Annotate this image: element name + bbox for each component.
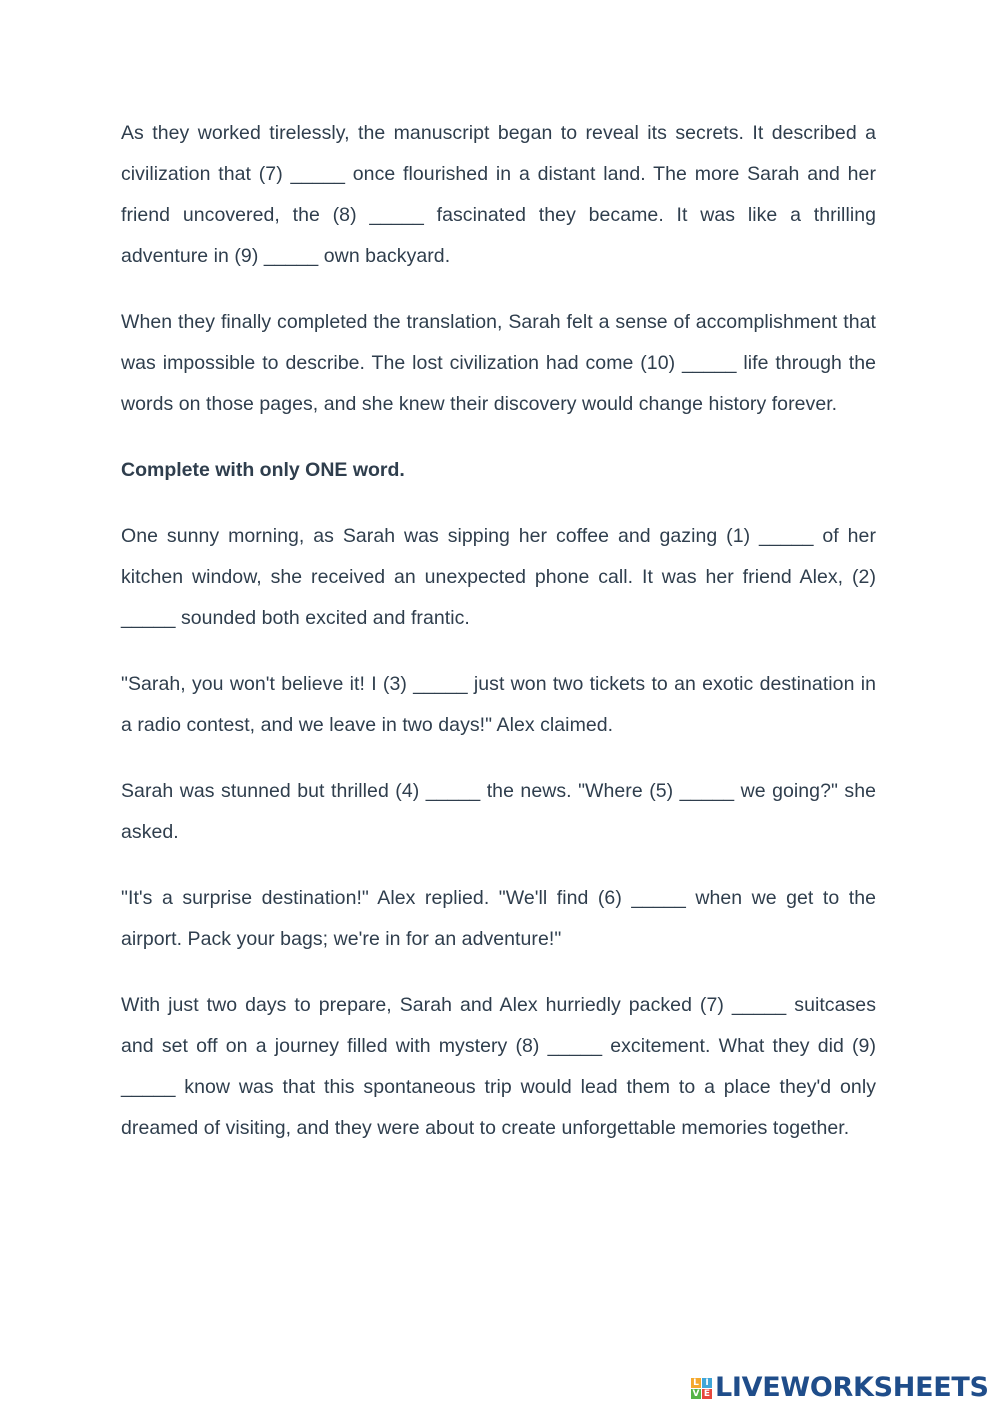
logo-mark-letter: V <box>692 1388 700 1399</box>
logo-mark-letter: E <box>703 1388 711 1399</box>
exercise-paragraph: "Sarah, you won't believe it! I (3) _____ just won two tickets to an exotic destination in a radio contest, and we leave in two days!" Alex claimed. <box>121 673 876 736</box>
logo-mark-letter: I <box>702 1378 712 1388</box>
exercise-paragraph: With just two days to prepare, Sarah and Alex hurriedly packed (7) _____ suitcases and set off on a journey filled with mystery (8) _____ excitement. What they did (9) _____ know was that this spontaneous trip would lead them to a place they'd only dreamed of visiting, and they were about to create unforgettable memories together. <box>121 994 876 1139</box>
instruction-heading: Complete with only ONE word. <box>121 459 405 481</box>
worksheet-content <box>121 113 876 1174</box>
story-paragraph: As they worked tirelessly, the manuscript began to reveal its secrets. It described a civilization that (7) _____ once flourished in a distant land. The more Sarah and her friend uncovered, the (8) _____ fascinated they became. It was like a thrilling adventure in (9) _____ own backyard. <box>121 122 876 267</box>
exercise-paragraph: One sunny morning, as Sarah was sipping her coffee and gazing (1) _____ of her kitchen window, she received an unexpected phone call. It was her friend Alex, (2) _____ sounded both excited and frantic. <box>121 525 876 629</box>
liveworksheets-logo <box>691 1372 989 1404</box>
brand-name: LIVEWORKSHEETS <box>715 1372 989 1403</box>
logo-mark-letter: L <box>691 1378 701 1388</box>
story-paragraph: When they finally completed the translation, Sarah felt a sense of accomplishment that was impossible to describe. The lost civilization had come (10) _____ life through the words on those pages, and she knew their discovery would change history forever. <box>121 311 876 415</box>
exercise-paragraph: "It's a surprise destination!" Alex replied. "We'll find (6) _____ when we get to the airport. Pack your bags; we're in for an adventure!" <box>121 887 876 950</box>
liveworksheets-logo-icon <box>691 1378 712 1399</box>
exercise-paragraph: Sarah was stunned but thrilled (4) _____ the news. "Where (5) _____ we going?" she asked. <box>121 780 876 843</box>
